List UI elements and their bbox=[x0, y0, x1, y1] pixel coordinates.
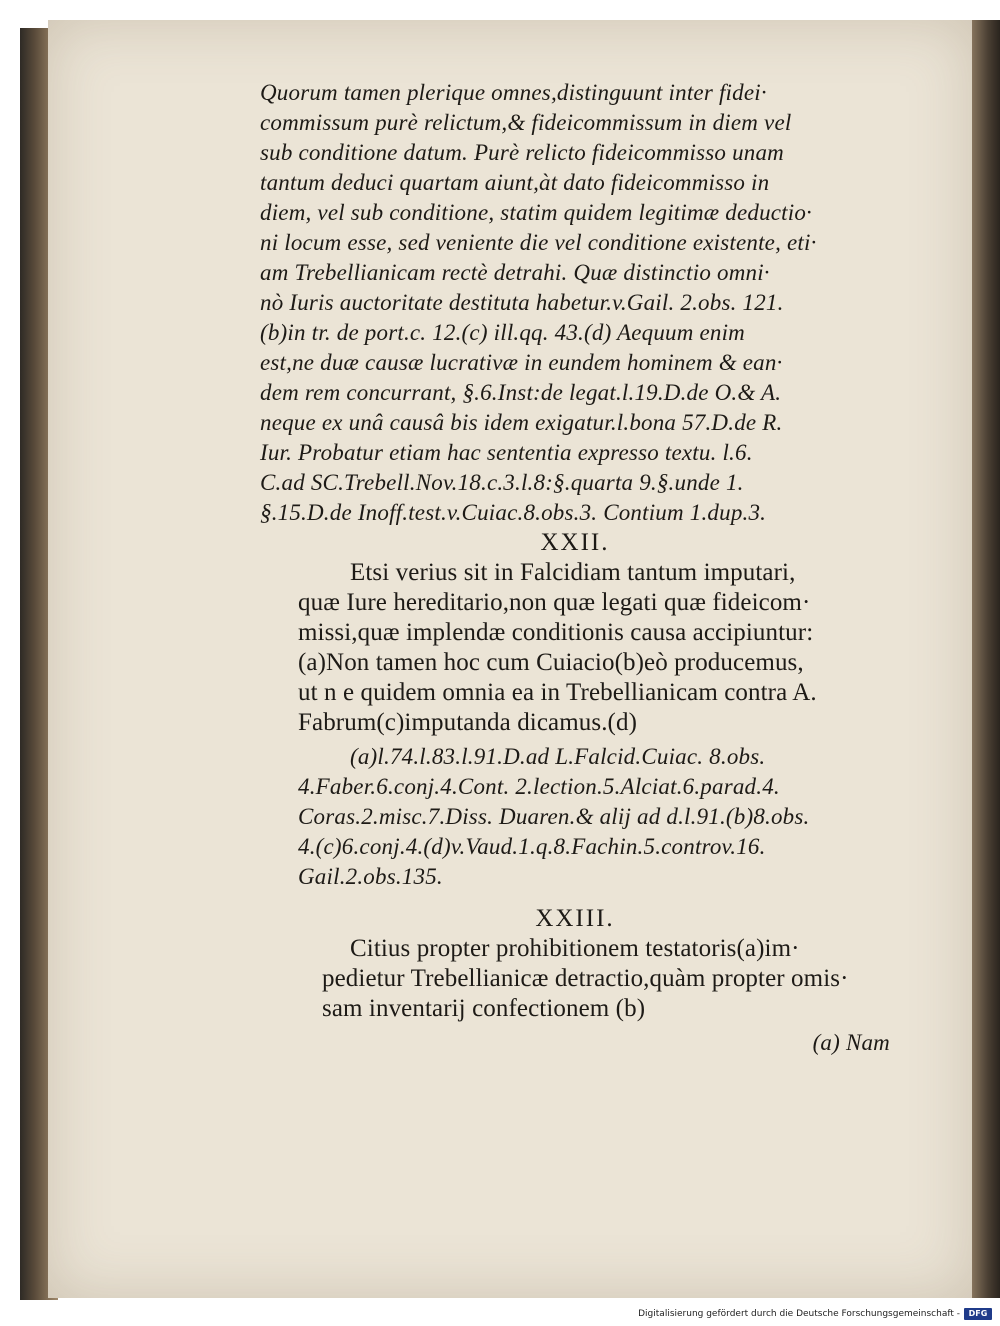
text-line: am Trebellianicam rectè detrahi. Quæ distinctio omni· bbox=[260, 260, 770, 285]
text-line: neque ex unâ causâ bis idem exigatur.l.bona 57.D.de R. bbox=[260, 410, 783, 435]
text-line: sam inventarij confectionem (b) bbox=[322, 995, 646, 1022]
text-line: ni locum esse, sed veniente die vel conditione existente, eti· bbox=[260, 230, 817, 255]
paragraph-thesis-xxii bbox=[260, 558, 890, 738]
text-line: dem rem concurrant, §.6.Inst:de legat.l.19.D.de O.& A. bbox=[260, 380, 782, 405]
text-line: (a)l.74.l.83.l.91.D.ad L.Falcid.Cuiac. 8.obs. bbox=[350, 744, 766, 769]
text-line: (b)in tr. de port.c. 12.(c) ill.qq. 43.(d) Aequum enim bbox=[260, 320, 745, 345]
page-text bbox=[260, 78, 890, 1058]
funding-notice: Digitalisierung gefördert durch die Deutsche Forschungsgemeinschaft - bbox=[638, 1309, 960, 1319]
paragraph-footnotes-xxii bbox=[260, 742, 890, 892]
text-line: Iur. Probatur etiam hac sententia expresso textu. l.6. bbox=[260, 440, 753, 465]
text-line: Gail.2.obs.135. bbox=[298, 864, 443, 889]
text-line: Etsi verius sit in Falcidiam tantum imputari, bbox=[350, 559, 796, 586]
text-line: missi,quæ implendæ conditionis causa accipiuntur: bbox=[298, 619, 814, 646]
text-line: Coras.2.misc.7.Diss. Duaren.& alij ad d.l.91.(b)8.obs. bbox=[298, 804, 810, 829]
text-line: (a)Non tamen hoc cum Cuiacio(b)eò producemus, bbox=[298, 649, 804, 676]
text-line: ut n e quidem omnia ea in Trebellianicam contra A. bbox=[298, 679, 817, 706]
text-line: 4.(c)6.conj.4.(d)v.Vaud.1.q.8.Fachin.5.controv.16. bbox=[298, 834, 766, 859]
text-line: quæ Iure hereditario,non quæ legati quæ fideicom· bbox=[298, 589, 811, 616]
text-line: tantum deduci quartam aiunt,àt dato fideicommisso in bbox=[260, 170, 770, 195]
text-line: pedietur Trebellianicæ detractio,quàm propter omis· bbox=[322, 965, 849, 992]
text-line: commissum purè relictum,& fideicommissum in diem vel bbox=[260, 110, 792, 135]
catchword: (a) Nam bbox=[812, 1030, 890, 1055]
paragraph-thesis-xxiii bbox=[260, 934, 890, 1024]
dfg-logo-icon: DFG bbox=[964, 1308, 992, 1320]
text-line: Fabrum(c)imputanda dicamus.(d) bbox=[298, 709, 638, 736]
text-line: Citius propter prohibitionem testatoris(a)im· bbox=[350, 935, 800, 962]
text-line: sub conditione datum. Purè relicto fideicommisso unam bbox=[260, 140, 784, 165]
section-heading-xxiii: XXIII. bbox=[535, 905, 615, 932]
text-line: diem, vel sub conditione, statim quidem legitimæ deductio· bbox=[260, 200, 813, 225]
book-edge-right bbox=[970, 20, 1000, 1298]
text-line: Quorum tamen plerique omnes,distinguunt inter fidei· bbox=[260, 80, 767, 105]
text-line: nò Iuris auctoritate destituta habetur.v.Gail. 2.obs. 121. bbox=[260, 290, 784, 315]
text-line: 4.Faber.6.conj.4.Cont. 2.lection.5.Alciat.6.parad.4. bbox=[298, 774, 780, 799]
text-line: est,ne duæ causæ lucrativæ in eundem hominem & ean· bbox=[260, 350, 783, 375]
section-heading-xxii: XXII. bbox=[540, 529, 610, 556]
text-line: §.15.D.de Inoff.test.v.Cuiac.8.obs.3. Contium 1.dup.3. bbox=[260, 500, 767, 525]
text-line: C.ad SC.Trebell.Nov.18.c.3.l.8:§.quarta 9.§.unde 1. bbox=[260, 470, 744, 495]
paragraph-italic-notes bbox=[260, 78, 890, 528]
